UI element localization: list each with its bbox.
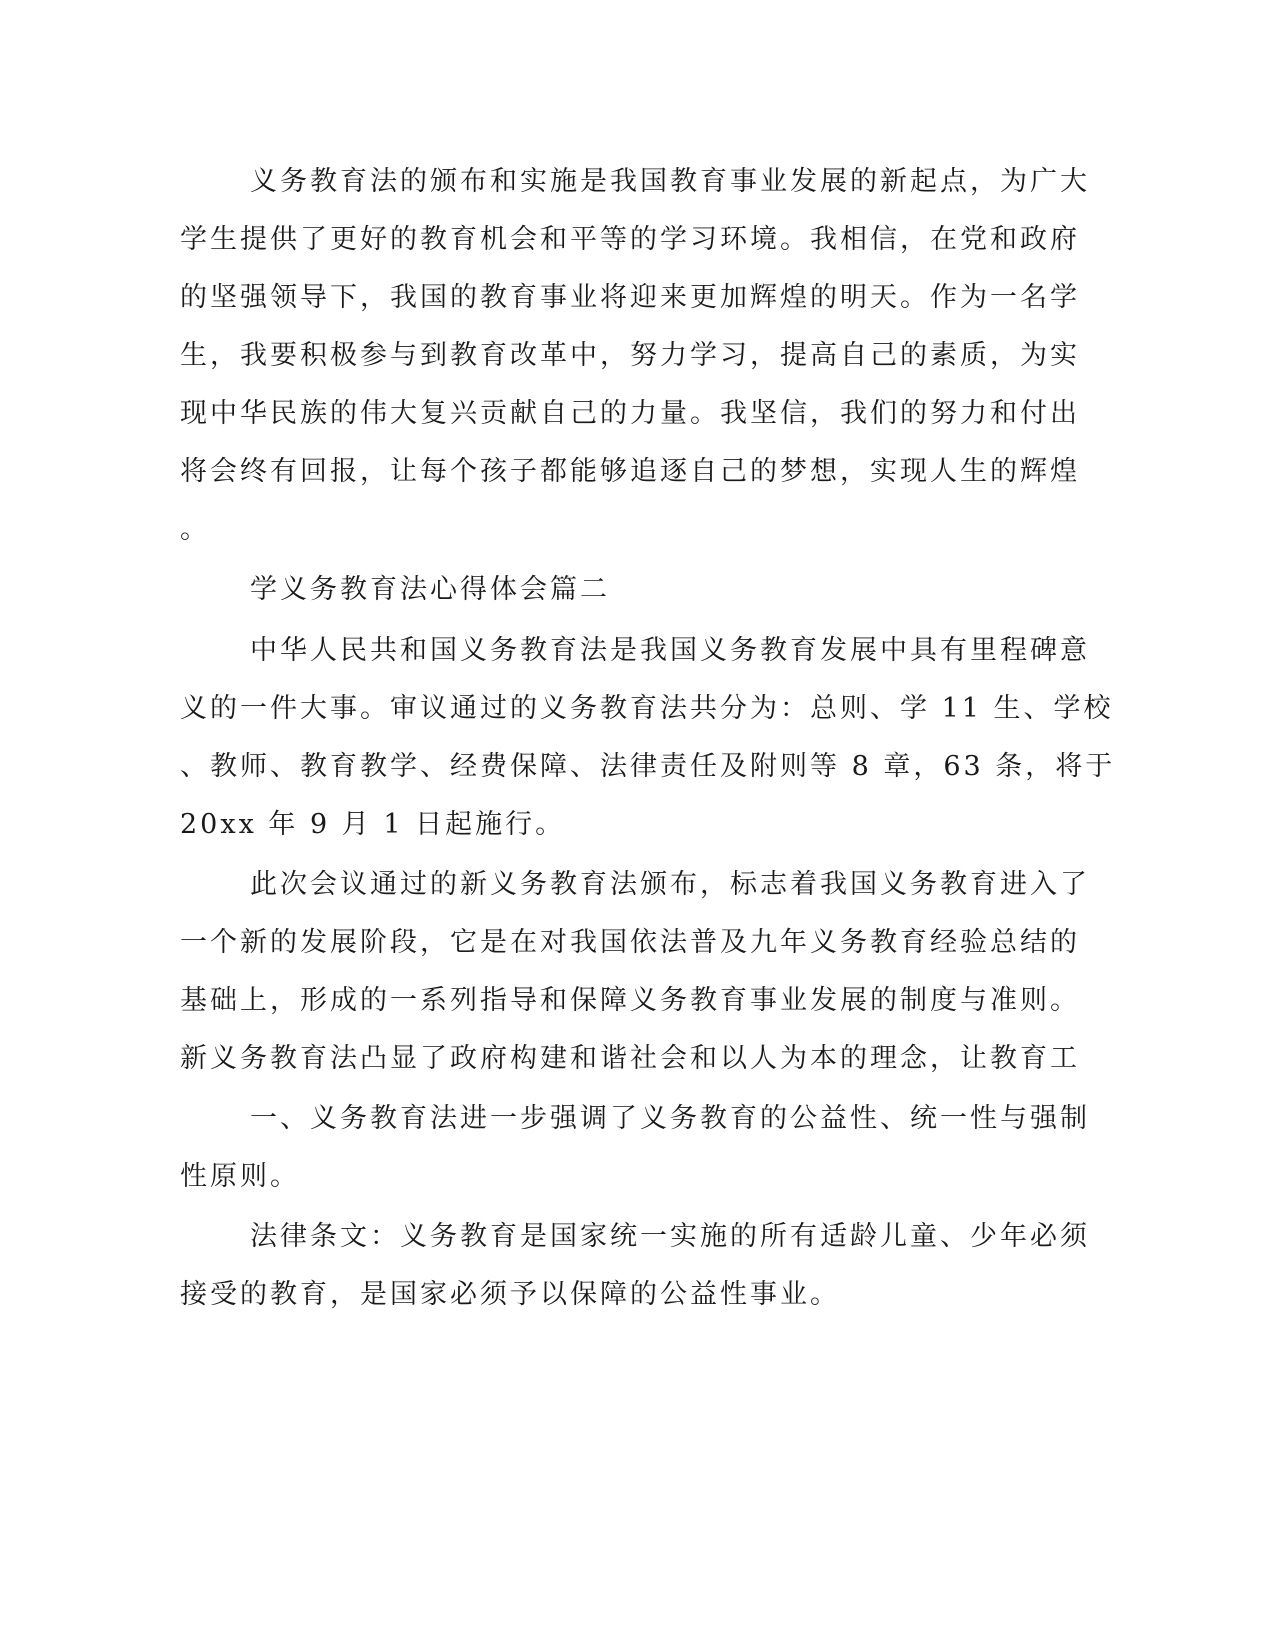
text-line: 接受的教育，是国家必须予以保障的公益性事业。: [180, 1279, 840, 1310]
text-line: 将会终有回报，让每个孩子都能够追逐自己的梦想，实现人生的辉煌: [180, 456, 1080, 487]
section-heading: 学义务教育法心得体会篇二: [250, 574, 610, 605]
text-line: 现中华民族的伟大复兴贡献自己的力量。我坚信，我们的努力和付出: [180, 398, 1080, 429]
text-line: 此次会议通过的新义务教育法颁布，标志着我国义务教育进入了: [250, 869, 1090, 900]
text-line: 、教师、教育教学、经费保障、法律责任及附则等 8 章，63 条，将于: [180, 751, 1116, 782]
text-line: 新义务教育法凸显了政府构建和谐社会和以人为本的理念，让教育工: [180, 1043, 1080, 1074]
text-line: 学生提供了更好的教育机会和平等的学习环境。我相信，在党和政府: [180, 224, 1080, 255]
text-line: 。: [180, 514, 210, 545]
text-line: 性原则。: [180, 1161, 300, 1192]
text-line: 生，我要积极参与到教育改革中，努力学习，提高自己的素质，为实: [180, 340, 1080, 371]
text-line: 义务教育法的颁布和实施是我国教育事业发展的新起点，为广大: [250, 166, 1090, 197]
text-line: 中华人民共和国义务教育法是我国义务教育发展中具有里程碑意: [250, 635, 1090, 666]
text-line: 义的一件大事。审议通过的义务教育法共分为：总则、学 11 生、学校: [180, 693, 1114, 724]
text-line: 法律条文：义务教育是国家统一实施的所有适龄儿童、少年必须: [250, 1221, 1090, 1252]
text-line: 基础上，形成的一系列指导和保障义务教育事业发展的制度与准则。: [180, 985, 1080, 1016]
text-line: 一、义务教育法进一步强调了义务教育的公益性、统一性与强制: [250, 1103, 1090, 1134]
text-line: 一个新的发展阶段，它是在对我国依法普及九年义务教育经验总结的: [180, 927, 1080, 958]
text-line: 20xx 年 9 月 1 日起施行。: [180, 809, 566, 840]
text-line: 的坚强领导下，我国的教育事业将迎来更加辉煌的明天。作为一名学: [180, 282, 1080, 313]
